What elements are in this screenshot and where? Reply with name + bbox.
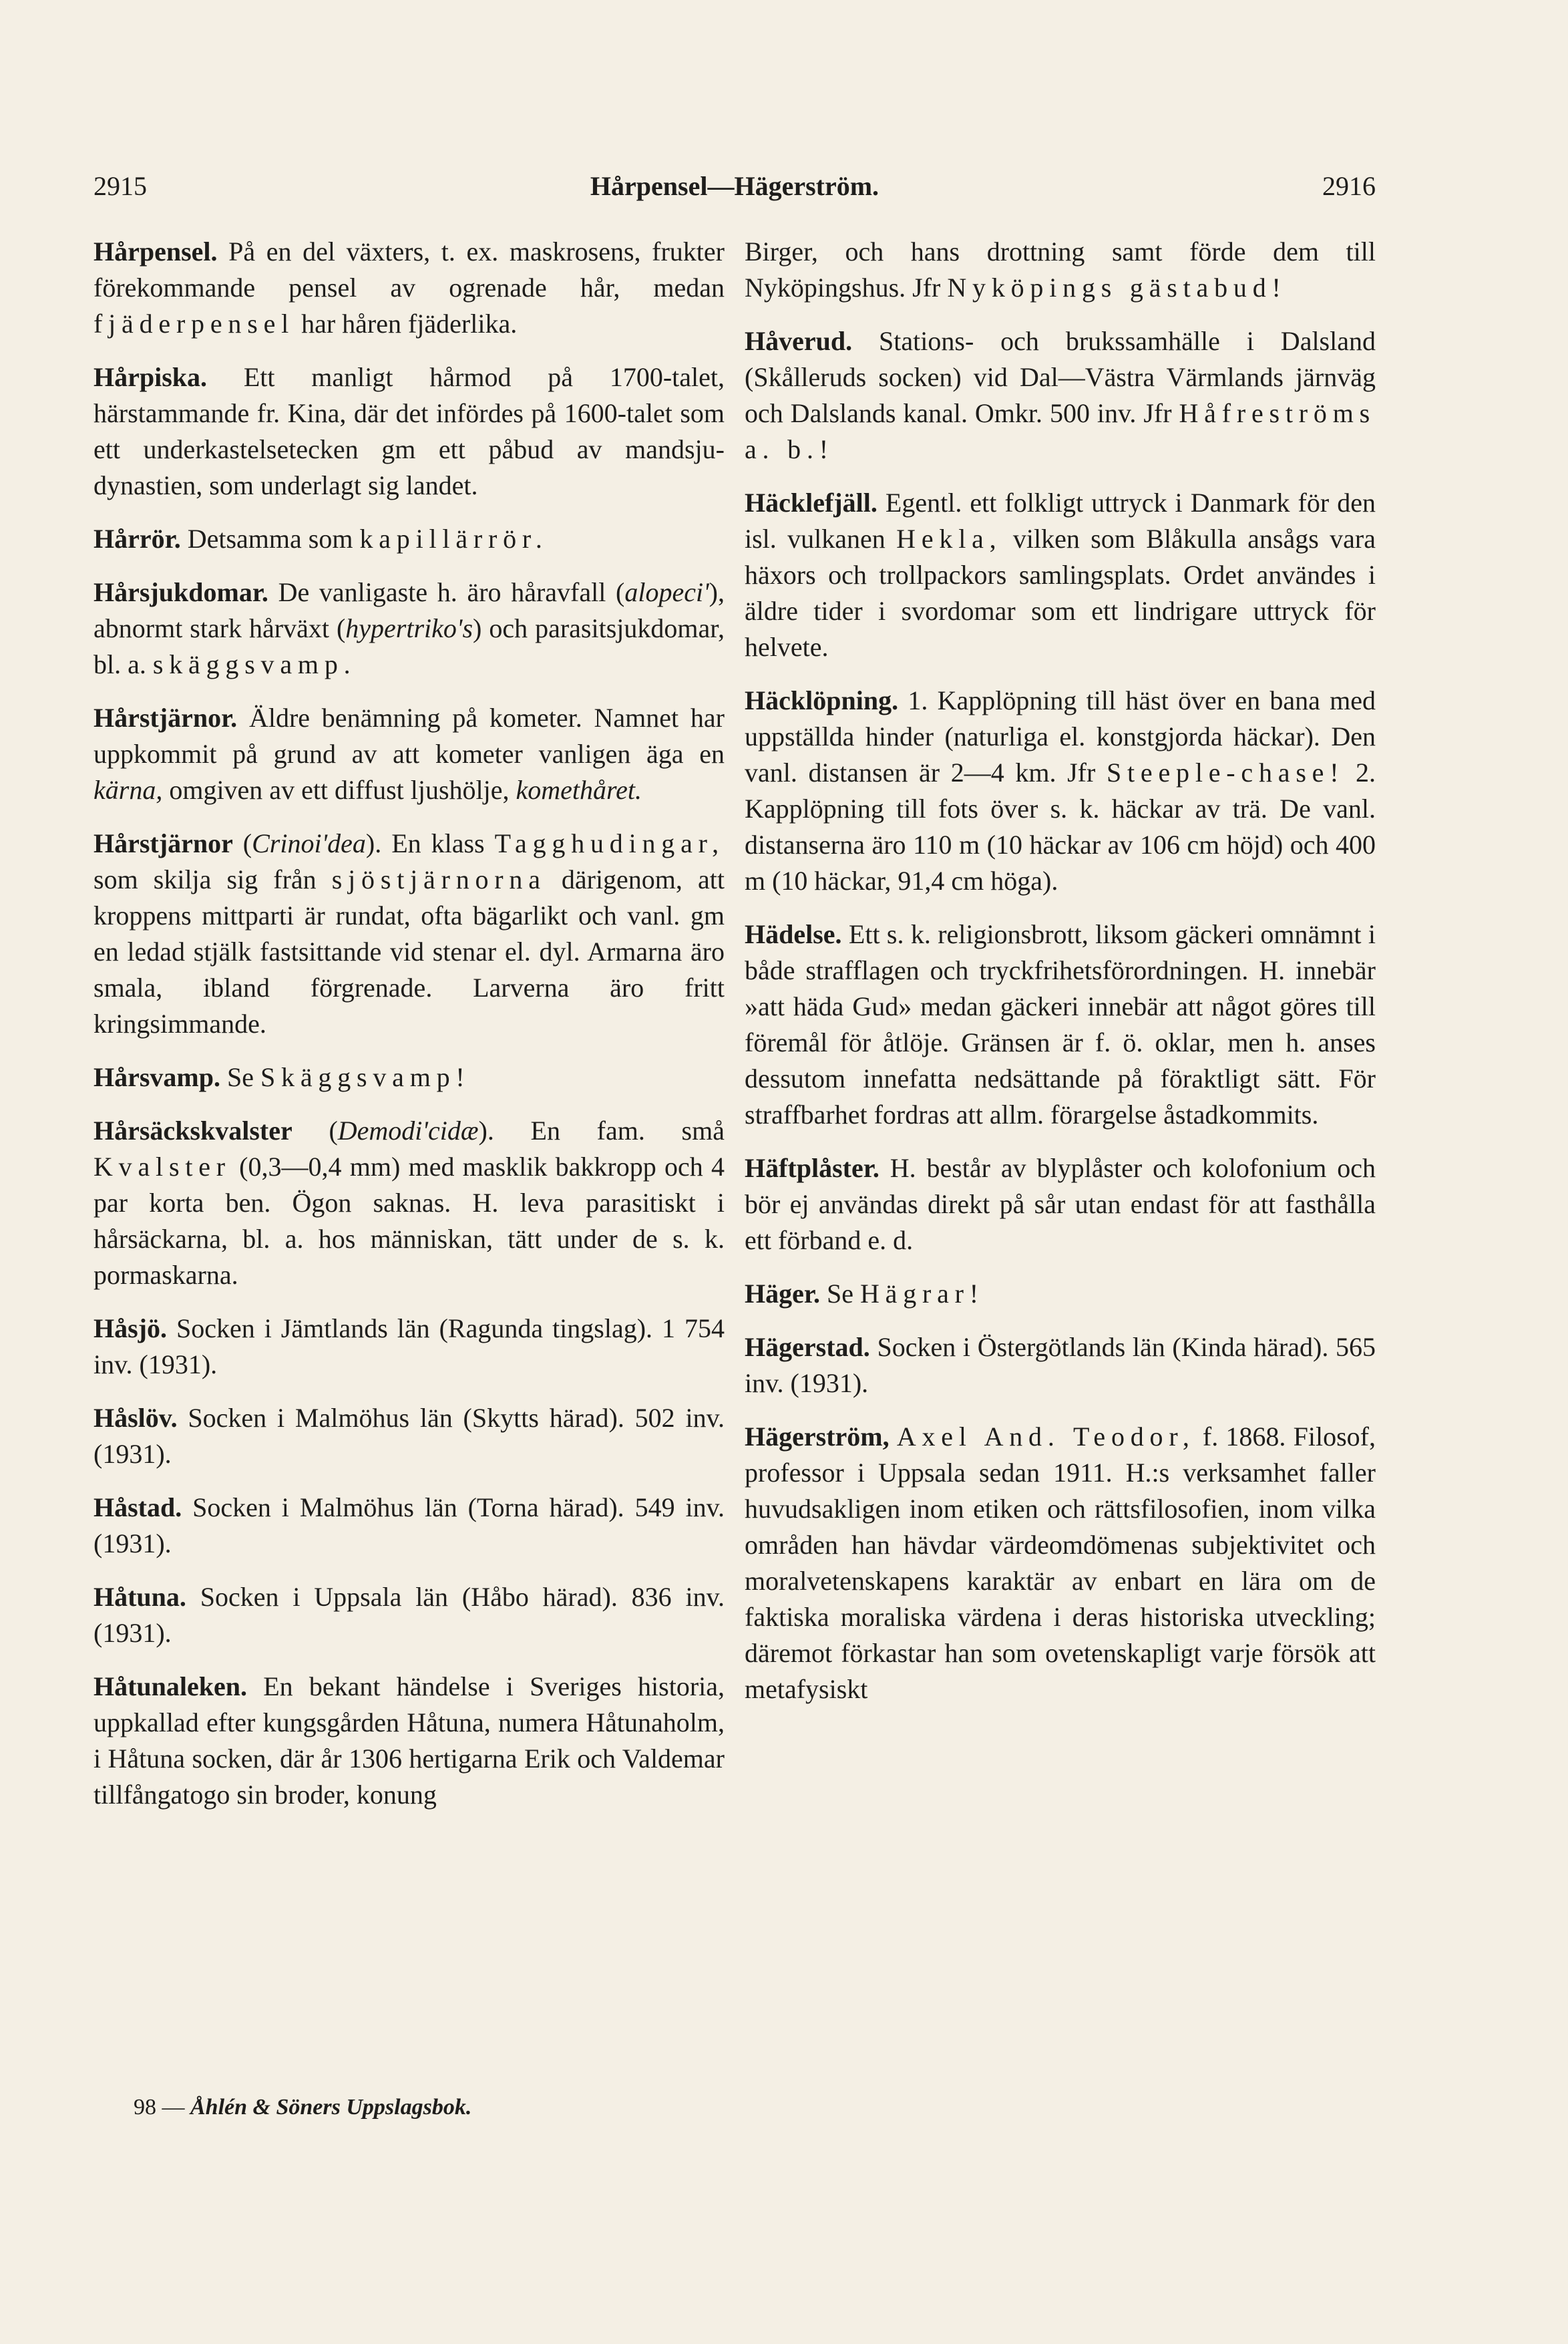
italic-term: Crinoi'dea bbox=[252, 828, 366, 858]
entry-hagerstad bbox=[745, 1329, 1376, 1401]
spaced-term: Håfreströms a. b.! bbox=[745, 398, 1376, 464]
headword: Hägerström, bbox=[745, 1421, 890, 1452]
entry-text: På en del växters, t. ex. maskrosens, frukter förekommande pensel av ogrenade hår, medan bbox=[93, 236, 725, 303]
italic-term: kärna, bbox=[93, 775, 163, 805]
entry-text: Detsamma som bbox=[180, 524, 360, 554]
page-number-left: 2915 bbox=[93, 171, 147, 201]
headword: Hårpiska. bbox=[93, 362, 208, 392]
entry-text: vilken som Blåkulla ansågs vara häxors och trollpackors samlingsplats. Ordet användes i äldre tider i svordomar som ett lindrigare uttryck för helvete. bbox=[745, 524, 1376, 662]
entry-text: H. består av blyplåster och kolofonium och bör ej användas direkt på sår utan endast för att fasthålla ett förband e. d. bbox=[745, 1153, 1376, 1255]
entry-text: Äldre benämning på kometer. Namnet har uppkommit på grund av att kometer vanligen äga en bbox=[93, 703, 725, 769]
headword: Hårsvamp. bbox=[93, 1062, 220, 1092]
entry-haverud bbox=[745, 323, 1376, 468]
entry-text: omgiven av ett diffust ljushölje, bbox=[162, 775, 516, 805]
entry-harror bbox=[93, 521, 725, 557]
entry-text: Socken i Jämtlands län (Ragunda tingslag). 1 754 inv. (1931). bbox=[93, 1313, 725, 1379]
sheet-number: 98 bbox=[134, 2095, 156, 2120]
spaced-term: Skäggsvamp! bbox=[260, 1062, 471, 1092]
entry-text: ( bbox=[292, 1116, 338, 1146]
headword: Häcklefjäll. bbox=[745, 488, 877, 518]
entry-hastad bbox=[93, 1490, 725, 1562]
entry-haftplaster bbox=[745, 1150, 1376, 1259]
entry-text: 1. Kapplöpning till häst över en bana med uppställda hinder (naturliga el. konstgjorda häckar). Den vanl. distansen är 2—4 km. Jfr bbox=[745, 685, 1376, 788]
entry-text: Socken i Uppsala län (Håbo härad). 836 inv. (1931). bbox=[93, 1582, 725, 1648]
entry-text: ( bbox=[232, 828, 252, 858]
entry-text: (0,3—0,4 mm) med masklik bakkropp och 4 par korta ben. Ögon saknas. H. leva parasitiskt i hårsäckarna, bl. a. hos människan, tätt under de s. k. pormaskarna. bbox=[93, 1152, 725, 1290]
footer-dash: — bbox=[156, 2095, 190, 2120]
entry-text: Birger, och hans drottning samt förde dem till Nyköpingshus. Jfr bbox=[745, 236, 1376, 303]
entry-hacklefjall bbox=[745, 485, 1376, 665]
entry-harpensel bbox=[93, 234, 725, 342]
entry-text: ), abnormt stark hårväxt ( bbox=[93, 577, 725, 643]
entry-text: Socken i Östergötlands län (Kinda härad). 565 inv. (1931). bbox=[745, 1332, 1376, 1398]
headword: Hårrör. bbox=[93, 524, 181, 554]
headword: Håstad. bbox=[93, 1492, 182, 1522]
entry-text: ). En klass bbox=[365, 828, 495, 858]
headword: Häftplåster. bbox=[745, 1153, 879, 1183]
spaced-term: fjäderpensel bbox=[93, 309, 295, 339]
headword: Hårsjukdomar. bbox=[93, 577, 268, 607]
left-column bbox=[93, 234, 725, 1830]
entry-text: Stations- och brukssamhälle i Dalsland (Skålleruds socken) vid Dal—Västra Värmlands järnväg och Dalslands kanal. Omkr. 500 inv. Jfr bbox=[745, 326, 1376, 428]
entry-hacklopning bbox=[745, 683, 1376, 899]
headword: Hädelse. bbox=[745, 919, 842, 949]
italic-term: hypertriko's bbox=[345, 613, 473, 643]
entry-harpiska bbox=[93, 359, 725, 504]
entry-hatunaleken bbox=[93, 1669, 725, 1813]
entry-harsackskvalster bbox=[93, 1113, 725, 1293]
entry-harstjarnor-crinoidea bbox=[93, 826, 725, 1042]
entry-text: Se bbox=[819, 1279, 860, 1309]
headword: Håtuna. bbox=[93, 1582, 186, 1612]
headword: Håsjö. bbox=[93, 1313, 167, 1343]
entry-text: 2. Kapplöpning till fots över s. k. häckar av trä. De vanl. distanserna äro 110 m (10 häckar av 106 cm höjd) och 400 m (10 häckar, 91,4 cm höga). bbox=[745, 758, 1376, 896]
spaced-term: Axel And. Teodor, bbox=[896, 1421, 1195, 1452]
headword: Hårpensel. bbox=[93, 236, 218, 267]
italic-term: alopeci' bbox=[624, 577, 709, 607]
right-column bbox=[745, 234, 1376, 1725]
entry-harstjarnor-kometer bbox=[93, 700, 725, 808]
spaced-term: Tagghudingar, bbox=[494, 828, 725, 858]
entry-text: Ett s. k. religionsbrott, liksom gäckeri omnämnt i både strafflagen och tryckfrihetsförordningen. H. innebär »att häda Gud» medan gäckeri innebär att något göres till föremål för åtlöje. Gränsen är f. ö. oklar, men h. anses dessutom innefatta nedsättande på föraktligt sätt. För straffbarhet fordras att allm. förargelse åstadkommits. bbox=[745, 919, 1376, 1130]
spaced-term: Steeple-chase! bbox=[1106, 758, 1345, 788]
entry-hadelse bbox=[745, 916, 1376, 1133]
entry-harsjukdomar bbox=[93, 574, 725, 683]
italic-term: Demodi'cidæ bbox=[337, 1116, 479, 1146]
spaced-term: Kvalster bbox=[93, 1152, 231, 1182]
entry-text: Socken i Malmöhus län (Torna härad). 549 inv. (1931). bbox=[93, 1492, 725, 1558]
entry-text: har håren fjäderlika. bbox=[295, 309, 518, 339]
entry-hatuna bbox=[93, 1579, 725, 1651]
entry-text: som skilja sig från bbox=[93, 864, 332, 894]
italic-term: komethåret. bbox=[516, 775, 642, 805]
entry-hagerstrom bbox=[745, 1419, 1376, 1707]
headword: Häger. bbox=[745, 1279, 820, 1309]
headword: Håtunaleken. bbox=[93, 1671, 248, 1701]
entry-text: De vanligaste h. äro håravfall ( bbox=[268, 577, 625, 607]
spaced-term: skäggsvamp. bbox=[152, 649, 357, 679]
entry-text bbox=[890, 1421, 897, 1452]
page-number-right: 2916 bbox=[1322, 171, 1376, 201]
page-header bbox=[93, 170, 1376, 210]
entry-harsvamp bbox=[93, 1059, 725, 1096]
headword: Hårstjärnor. bbox=[93, 703, 238, 733]
headword: Hårstjärnor bbox=[93, 828, 233, 858]
spaced-term: Nyköpings gästabud! bbox=[947, 273, 1287, 303]
running-title: Hårpensel—Hägerström. bbox=[590, 171, 879, 201]
page-footer bbox=[134, 2095, 471, 2120]
entry-text: Se bbox=[220, 1062, 260, 1092]
entry-haslov bbox=[93, 1400, 725, 1472]
spaced-term: Hekla, bbox=[896, 524, 1002, 554]
entry-text: Egentl. ett folkligt uttryck i Danmark för den isl. vulkanen bbox=[745, 488, 1376, 554]
spaced-term: Hägrar! bbox=[859, 1279, 984, 1309]
entry-hasjo bbox=[93, 1311, 725, 1383]
entry-text: Socken i Malmöhus län (Skytts härad). 502 inv. (1931). bbox=[93, 1403, 725, 1469]
publisher-imprint: Åhlén & Söners Uppslagsbok. bbox=[190, 2095, 472, 2120]
spaced-term: sjöstjärnorna bbox=[331, 864, 546, 894]
entry-text: Ett manligt hårmod på 1700-talet, härstammande fr. Kina, där det infördes på 1600-talet som ett underkastelsetecken gm ett påbud av mandsju-dynastien, som underlagt sig landet. bbox=[93, 362, 725, 500]
headword: Hårsäckskvalster bbox=[93, 1116, 292, 1146]
spaced-term: kapillärrör. bbox=[359, 524, 548, 554]
headword: Häcklöpning. bbox=[745, 685, 899, 715]
entry-text: därigenom, att kroppens mittparti är rundat, ofta bägarlikt och vanl. gm en ledad stjälk fastsittande vid stenar el. dyl. Armarna äro smala, ibland förgrenade. Larverna äro fritt kringsimmande. bbox=[93, 864, 725, 1039]
entry-hatunaleken-continued bbox=[745, 234, 1376, 306]
entry-text: ) och parasitsjukdomar, bl. a. bbox=[93, 613, 725, 679]
entry-hager bbox=[745, 1276, 1376, 1312]
entry-text: En bekant händelse i Sveriges historia, uppkallad efter kungsgården Håtuna, numera Håtunaholm, i Håtuna socken, där år 1306 hertigarna Erik och Valdemar tillfångatogo sin broder, konung bbox=[93, 1671, 725, 1810]
headword: Håslöv. bbox=[93, 1403, 178, 1433]
headword: Hägerstad. bbox=[745, 1332, 870, 1362]
entry-text: f. 1868. Filosof, professor i Uppsala sedan 1911. H.:s verksamhet faller huvudsakligen inom etiken och rättsfilosofien, inom vilka områden han hävdar värdeomdömenas subjektivitet och moralvetenskapens karaktär av enbart en lära om de faktiska moraliska värdena i deras historiska utveckling; däremot förkastar han som ovetenskapligt varje försök att metafysiskt bbox=[745, 1421, 1376, 1704]
headword: Håverud. bbox=[745, 326, 853, 356]
entry-text: ). En fam. små bbox=[478, 1116, 725, 1146]
